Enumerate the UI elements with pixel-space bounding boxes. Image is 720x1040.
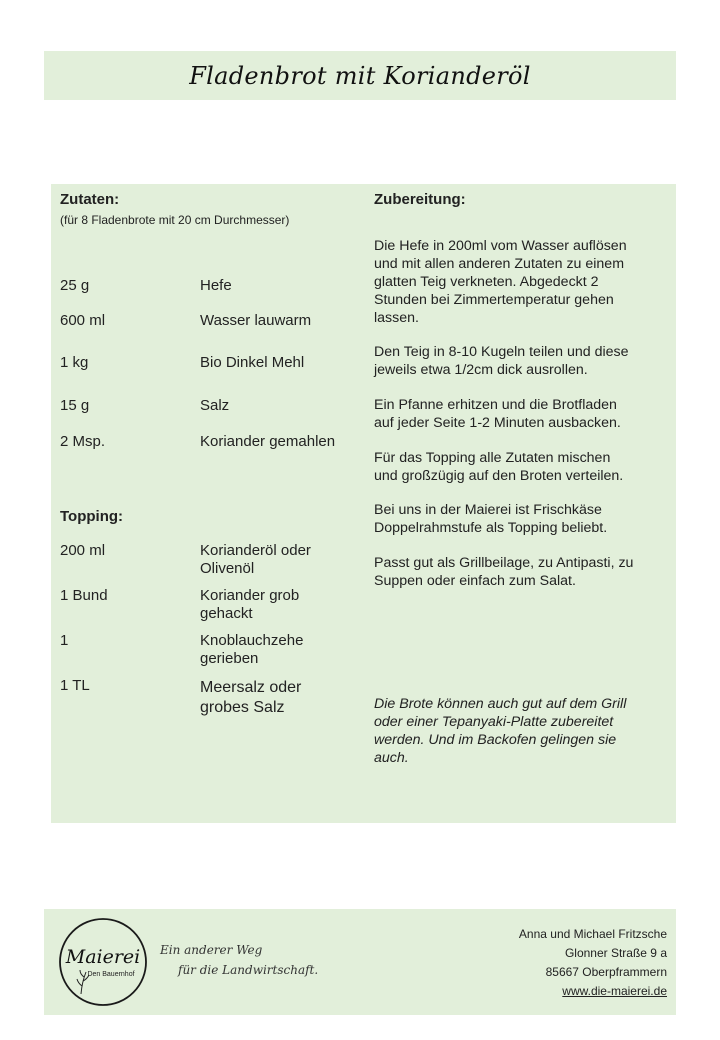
topping-name: Koriander grob gehackt	[200, 587, 300, 622]
tagline-line-1: Ein anderer Weg	[160, 943, 263, 957]
preparation-step: Bei uns in der Maierei ist Frischkäse Doppelrahmstufe als Topping beliebt.	[374, 502, 608, 536]
ingredient-name: Wasser lauwarm	[200, 312, 312, 329]
ingredient-name: Salz	[200, 397, 230, 414]
ingredient-qty: 600 ml	[60, 312, 106, 329]
preparation-step: Ein Pfanne erhitzen und die Brotfladen auf jeder Seite 1-2 Minuten ausbacken.	[374, 397, 621, 431]
recipe-panel	[51, 184, 676, 823]
preparation-step: Die Hefe in 200ml vom Wasser auflösen und mit allen anderen Zutaten zu einem glatten Teig verkneten. Abgedeckt 2 Stunden bei Zimmertemperatur gehen lassen.	[374, 238, 627, 326]
ingredient-qty: 1 kg	[60, 354, 89, 371]
ingredient-name: Bio Dinkel Mehl	[200, 354, 305, 371]
topping-qty: 1 Bund	[60, 587, 108, 604]
address-block	[519, 925, 667, 1001]
tagline-line-2: für die Landwirtschaft.	[178, 963, 319, 977]
address-street: Glonner Straße 9 a	[564, 946, 667, 960]
footer	[44, 909, 676, 1015]
maierei-logo	[57, 916, 149, 1008]
topping-name: Meersalz oder grobes Salz	[200, 679, 302, 716]
preparation-tip: Die Brote können auch gut auf dem Grill oder einer Tepanyaki-Platte zubereitet werden. Und im Backofen gelingen sie auch.	[374, 696, 627, 766]
logo-wordmark: Maierei	[65, 946, 141, 968]
topping-name: Korianderöl oder Olivenöl	[200, 542, 311, 577]
ingredient-qty: 2 Msp.	[60, 433, 106, 450]
topping-qty: 200 ml	[60, 542, 106, 559]
ingredient-name: Hefe	[200, 277, 232, 294]
ingredients-heading: Zutaten:	[60, 191, 120, 208]
topping-name: Knoblauchzehe gerieben	[200, 632, 304, 667]
ingredient-qty: 25 g	[60, 277, 90, 294]
logo-subtitle: Den Bauernhof	[87, 971, 135, 978]
preparation-step: Passt gut als Grillbeilage, zu Antipasti, zu Suppen oder einfach zum Salat.	[374, 555, 634, 589]
preparation-heading: Zubereitung:	[374, 191, 466, 208]
topping-qty: 1	[60, 632, 69, 649]
recipe-title: Fladenbrot mit Korianderöl	[189, 61, 531, 90]
topping-heading: Topping:	[60, 508, 124, 525]
title-band	[44, 51, 676, 100]
ingredient-qty: 15 g	[60, 397, 90, 414]
ingredients-note: (für 8 Fladenbrote mit 20 cm Durchmesser)	[60, 213, 290, 227]
website-link[interactable]: www.die-maierei.de	[562, 984, 667, 998]
topping-qty: 1 TL	[60, 677, 90, 694]
preparation-step: Den Teig in 8-10 Kugeln teilen und diese jeweils etwa 1/2cm dick ausrollen.	[374, 344, 629, 378]
address-name: Anna und Michael Fritzsche	[518, 927, 667, 941]
ingredient-name: Koriander gemahlen	[200, 433, 336, 450]
preparation-step: Für das Topping alle Zutaten mischen und großzügig auf den Broten verteilen.	[374, 450, 624, 484]
address-city: 85667 Oberpframmern	[545, 965, 667, 979]
